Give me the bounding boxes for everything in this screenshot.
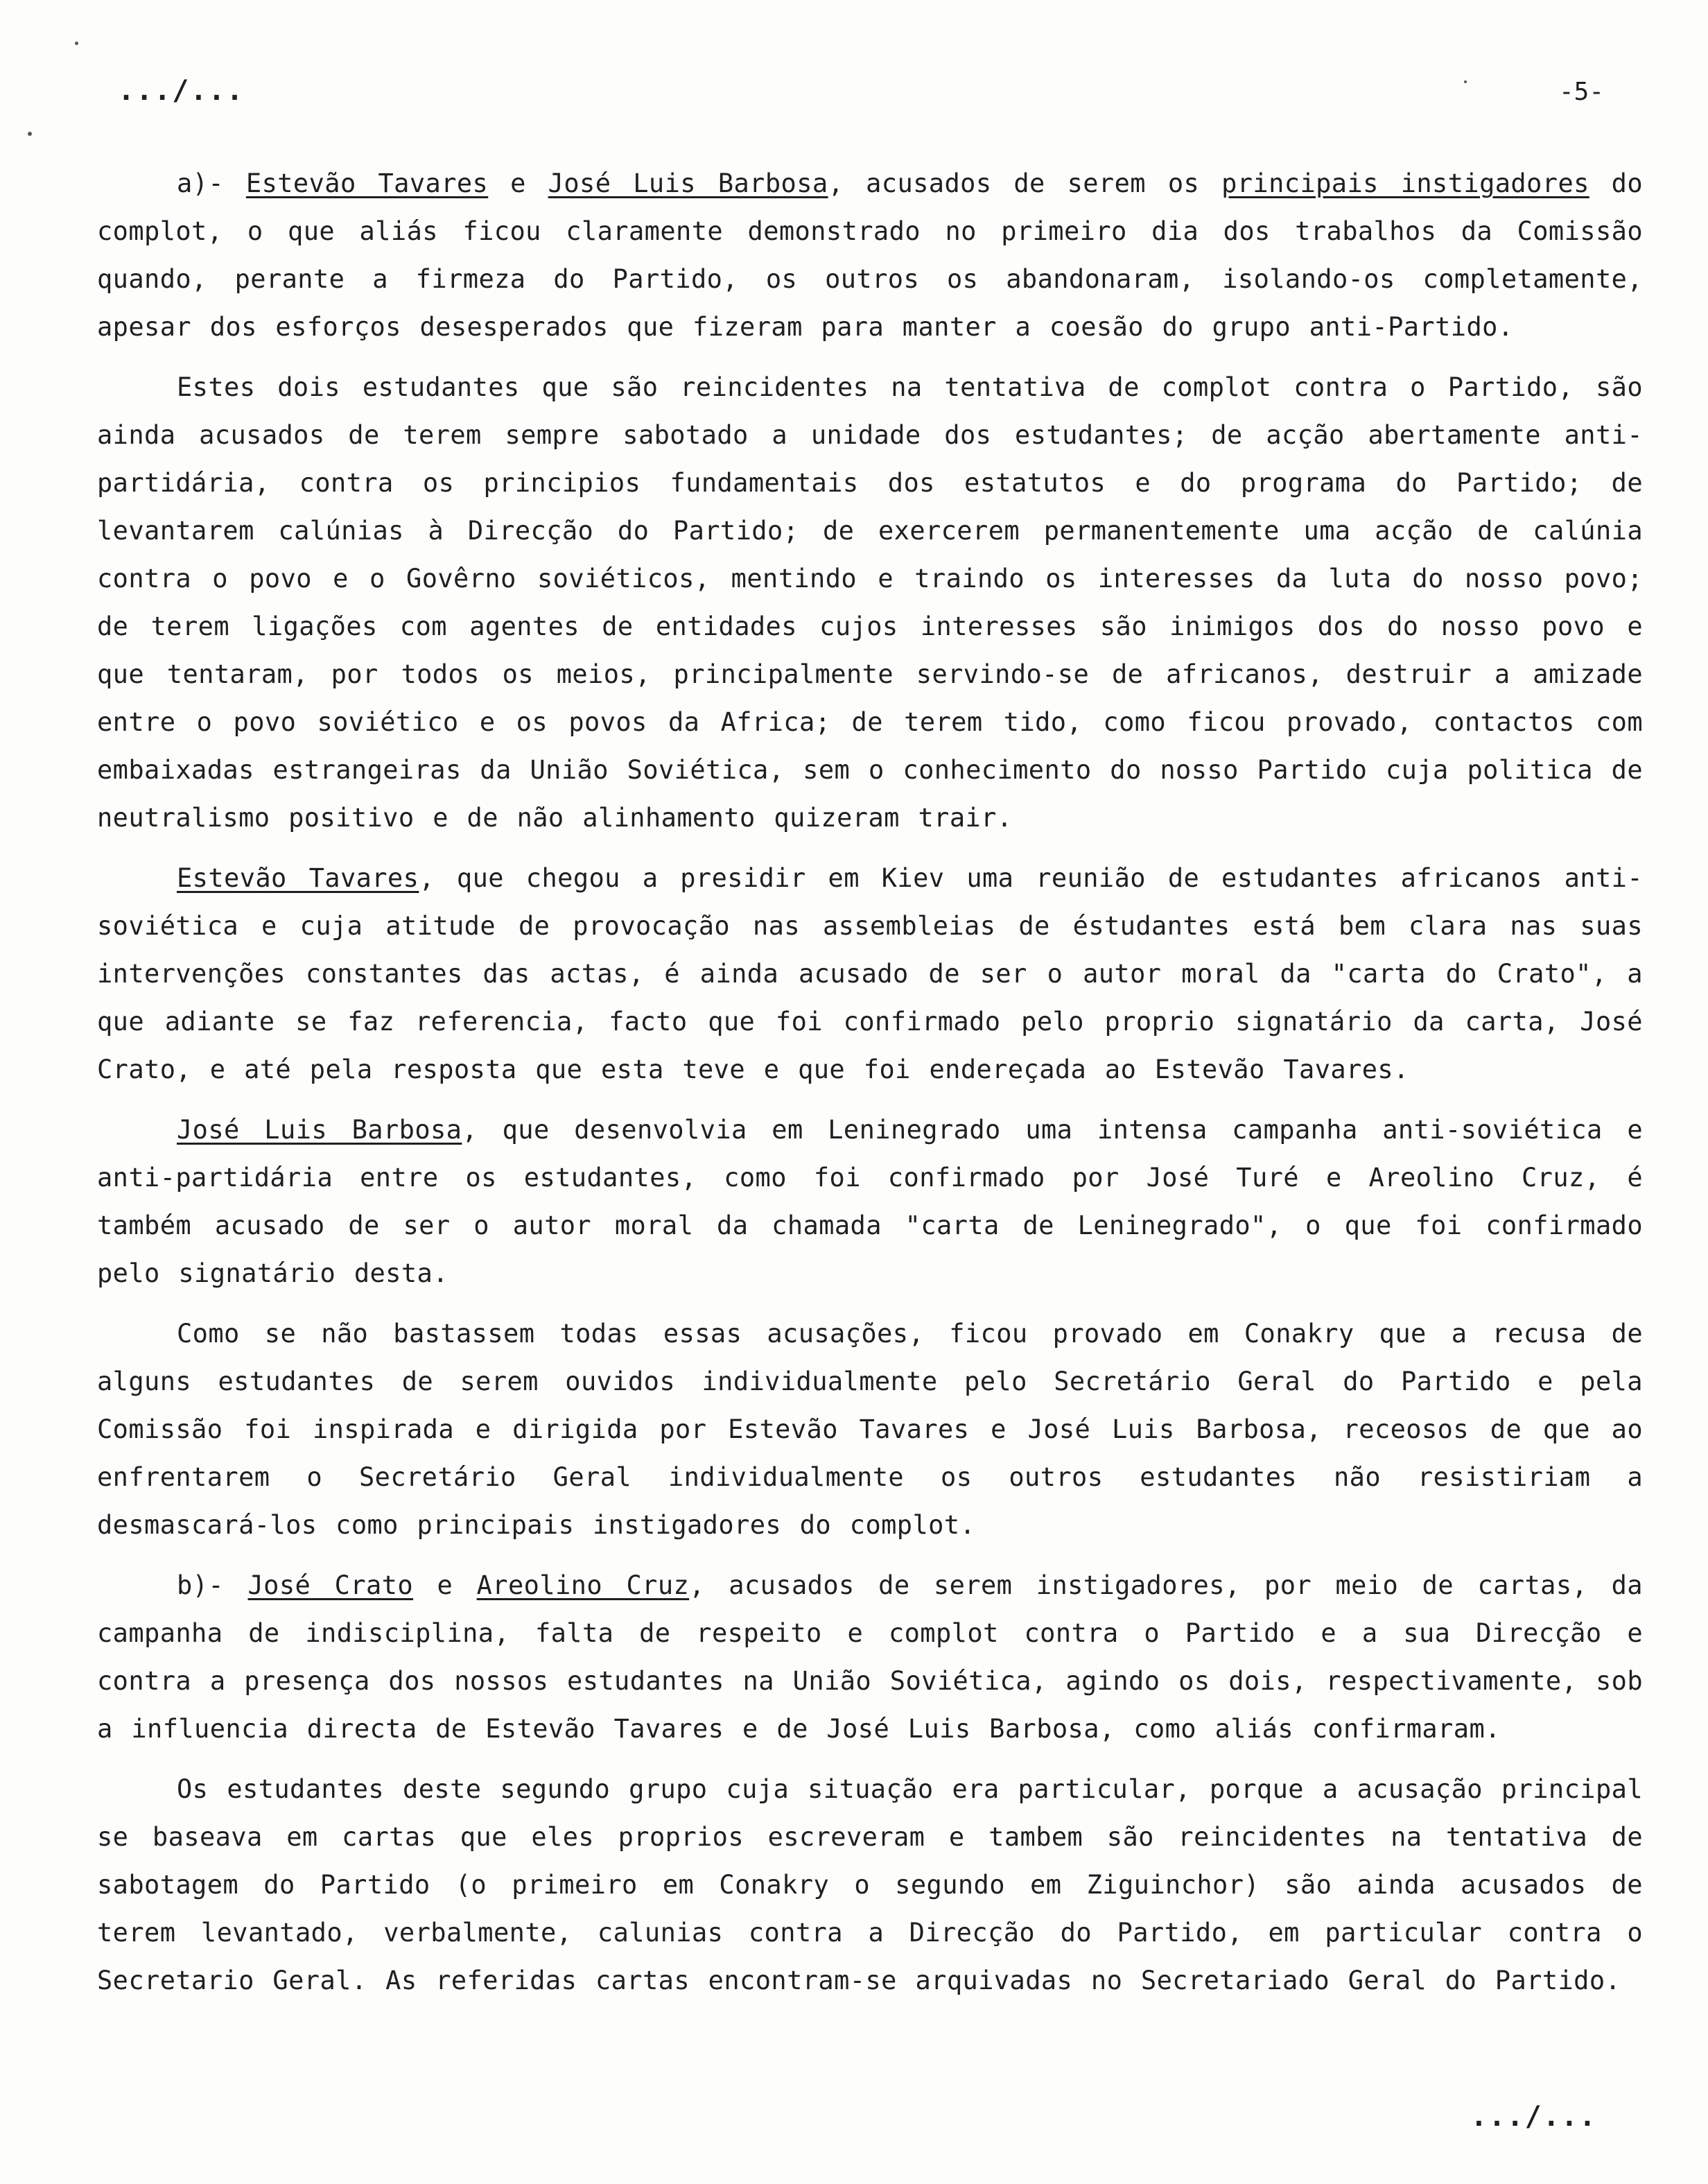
text-run: a)-: [177, 168, 246, 198]
text-run: , que desenvolvia em Leninegrado uma intensa campanha anti-soviética e anti-partidária entre os estudantes, como foi confirmado por José Turé e Areolino Cruz, é também acusado de ser o autor moral da chamada "carta de Leninegrado", o que foi confirmado pelo signatário desta.: [97, 1115, 1643, 1288]
page-number: -5-: [1558, 78, 1604, 106]
paragraph-conakry-refusal: [97, 1310, 1643, 1549]
underlined-name: José Luis Barbosa: [548, 168, 828, 198]
underlined-name: principais instigadores: [1221, 168, 1589, 198]
underlined-name: José Luis Barbosa: [177, 1115, 462, 1145]
ink-speck: [1464, 80, 1467, 83]
text-run: e: [413, 1570, 477, 1600]
paragraph-b-accusation: [97, 1561, 1643, 1753]
document-body: [97, 159, 1643, 2017]
text-run: Estes dois estudantes que são reincidentes na tentativa de complot contra o Partido, são ainda acusados de terem sempre sabotado a unidade dos estudantes; de acção abertamente anti-partidária, contra os principios fundamentais dos estatutos e do programa do Partido; de levantarem calúnias à Direcção do Partido; de exercerem permanentemente uma acção de calúnia contra o povo e o Govêrno soviéticos, mentindo e traindo os interesses da luta do nosso povo; de terem ligações com agentes de entidades cujos interesses são inimigos dos do nosso povo e que tentaram, por todos os meios, principalmente servindo-se de africanos, destruir a amizade entre o povo soviético e os povos da Africa; de terem tido, como ficou provado, contactos com embaixadas estrangeiras da União Soviética, sem o conhecimento do nosso Partido cuja politica de neutralismo positivo e de não alinhamento quizeram trair.: [97, 372, 1643, 833]
paragraph-estevao-tavares: [97, 854, 1643, 1093]
text-run: Como se não bastassem todas essas acusações, ficou provado em Conakry que a recusa de alguns estudantes de serem ouvidos individualmente pelo Secretário Geral do Partido e pela Comissão foi inspirada e dirigida por Estevão Tavares e José Luis Barbosa, receosos de que ao enfrentarem o Secretário Geral individualmente os outros estudantes não resistiriam a desmascará-los como principais instigadores do complot.: [97, 1319, 1643, 1540]
continues-marker: .../...: [1470, 2101, 1597, 2133]
paragraph-a-accusation: [97, 159, 1643, 351]
text-run: do complot, o que aliás ficou claramente demonstrado no primeiro dia dos trabalhos da Comissão quando, perante a firmeza do Partido, os outros os abandonaram, isolando-os completamente, apesar dos esforços desesperados que fizeram para manter a coesão do grupo anti-Partido.: [97, 168, 1644, 342]
text-run: , que chegou a presidir em Kiev uma reunião de estudantes africanos anti-soviética e cuja atitude de provocação nas assembleias de éstudantes está bem clara nas suas intervenções constantes das actas, é ainda acusado de ser o autor moral da "carta do Crato", a que adiante se faz referencia, facto que foi confirmado pelo proprio signatário da carta, José Crato, e até pela resposta que esta teve e que foi endereçada ao Estevão Tavares.: [97, 863, 1644, 1084]
text-run: b)-: [177, 1570, 248, 1600]
text-run: e: [488, 168, 548, 198]
continued-from-marker: .../...: [118, 75, 245, 107]
ink-speck: [28, 132, 32, 136]
text-run: , acusados de serem os: [828, 168, 1222, 198]
paragraph-charges: [97, 363, 1643, 842]
underlined-name: Estevão Tavares: [245, 168, 489, 198]
underlined-name: Areolino Cruz: [476, 1570, 690, 1600]
underlined-name: José Crato: [247, 1570, 414, 1600]
text-run: Os estudantes deste segundo grupo cuja situação era particular, porque a acusação principal se baseava em cartas que eles proprios escreveram e tambem são reincidentes na tentativa de sabotagem do Partido (o primeiro em Conakry o segundo em Ziguinchor) são ainda acusados de terem levantado, verbalmente, calunias contra a Direcção do Partido, em particular contra o Secretario Geral. As referidas cartas encontram-se arquivadas no Secretariado Geral do Partido.: [97, 1774, 1643, 1995]
ink-speck: [75, 42, 78, 45]
underlined-name: Estevão Tavares: [177, 863, 419, 893]
paragraph-second-group: [97, 1765, 1643, 2004]
text-run: , acusados de serem instigadores, por meio de cartas, da campanha de indisciplina, falta de respeito e complot contra o Partido e a sua Direcção e contra a presença dos nossos estudantes na União Soviética, agindo os dois, respectivamente, sob a influencia directa de Estevão Tavares e de José Luis Barbosa, como aliás confirmaram.: [97, 1570, 1643, 1744]
paragraph-jose-luis-barbosa: [97, 1106, 1643, 1297]
